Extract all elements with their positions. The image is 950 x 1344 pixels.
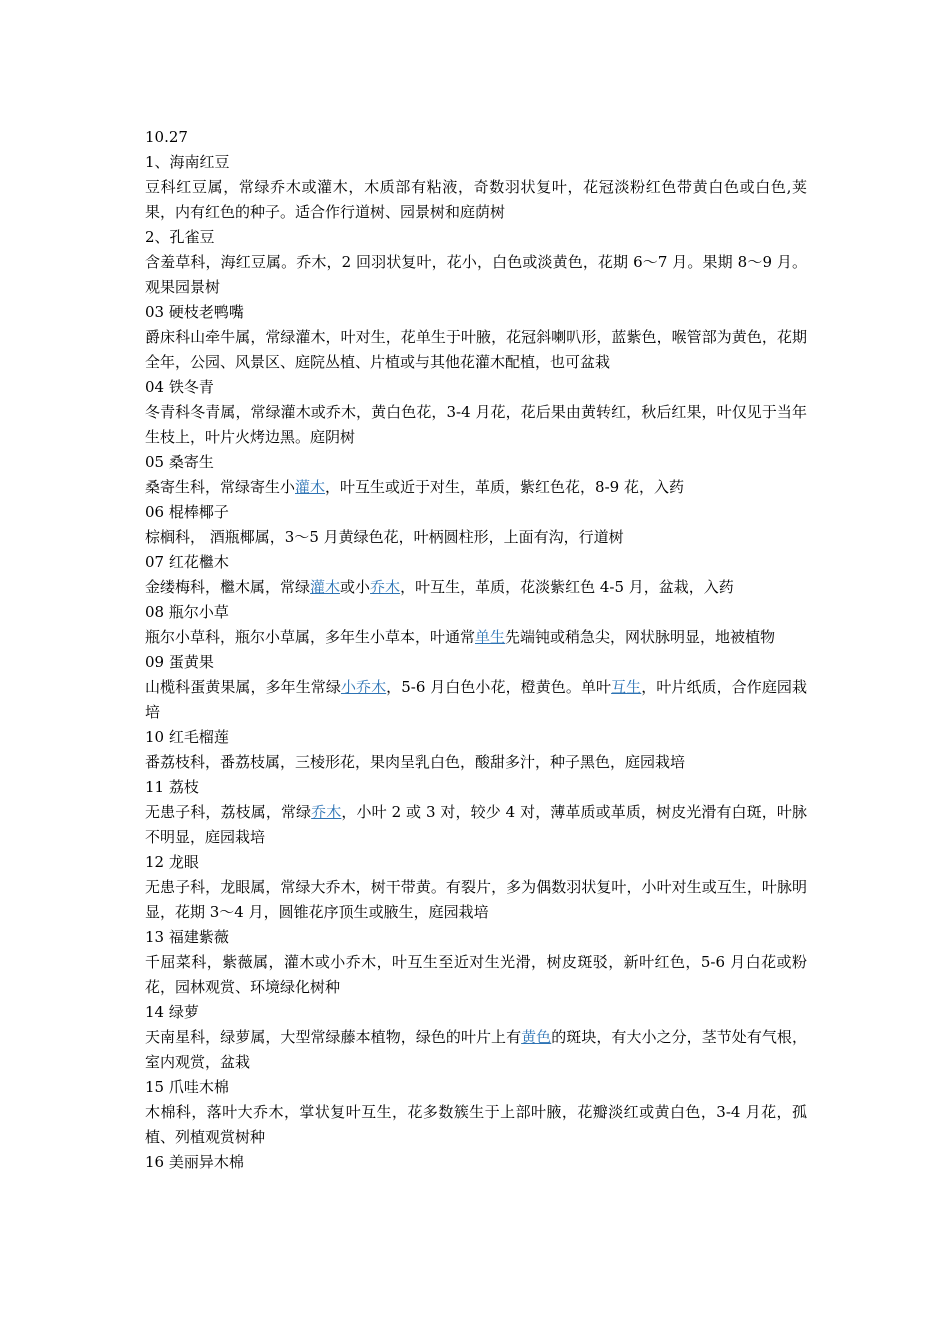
description-text: 千屈菜科，紫薇属，灌木或小乔木，叶互生至近对生光滑，树皮斑驳，新叶红色，5-6 月白花或粉花，园林观赏、环境绿化树种 bbox=[145, 953, 807, 996]
description-text: 冬青科冬青属，常绿灌木或乔木，黄白色花，3-4 月花，花后果由黄转红，秋后红果，叶仅见于当年生枝上，叶片火烤边黑。庭阴树 bbox=[145, 403, 807, 446]
description-text: 木棉科，落叶大乔木，掌状复叶互生，花多数簇生于上部叶腋，花瓣淡红或黄白色，3-4 月花，孤植、列植观赏树种 bbox=[145, 1103, 807, 1146]
document-date: 10.27 bbox=[145, 128, 188, 146]
plant-entry-title: 05 桑寄生 bbox=[145, 453, 214, 471]
description-text: 先端钝或稍急尖，网状脉明显，地被植物 bbox=[505, 628, 776, 646]
plant-entry-description bbox=[145, 250, 807, 300]
description-text: 或小 bbox=[340, 578, 371, 596]
term-link[interactable]: 乔木 bbox=[370, 578, 401, 596]
plant-entry-description bbox=[145, 950, 807, 1000]
description-text: 棕榈科， 酒瓶椰属，3～5 月黄绿色花，叶柄圆柱形，上面有沟，行道树 bbox=[145, 528, 624, 546]
plant-entry-title: 15 爪哇木棉 bbox=[145, 1078, 229, 1096]
description-text: ，叶互生，革质，花淡紫红色 4-5 月，盆栽，入药 bbox=[400, 578, 734, 596]
plant-entry-description bbox=[145, 575, 807, 600]
plant-entry-title: 14 绿萝 bbox=[145, 1003, 199, 1021]
plant-entry-title: 07 红花檵木 bbox=[145, 553, 229, 571]
plant-entry-title: 04 铁冬青 bbox=[145, 378, 214, 396]
plant-entry-list bbox=[145, 150, 807, 1175]
description-text: 爵床科山牵牛属，常绿灌木，叶对生，花单生于叶腋，花冠斜喇叭形，蓝紫色，喉管部为黄色，花期全年，公园、风景区、庭院丛植、片植或与其他花灌木配植，也可盆栽 bbox=[145, 328, 807, 371]
term-link[interactable]: 单生 bbox=[475, 628, 506, 646]
term-link[interactable]: 灌木 bbox=[295, 478, 326, 496]
description-text: 含羞草科，海红豆属。乔木，2 回羽状复叶，花小，白色或淡黄色，花期 6～7 月。果期 8～9 月。观果园景树 bbox=[145, 253, 807, 296]
description-text: 番荔枝科，番荔枝属，三棱形花，果肉呈乳白色，酸甜多汁，种子黑色，庭园栽培 bbox=[145, 753, 686, 771]
plant-entry-title: 12 龙眼 bbox=[145, 853, 199, 871]
document-body bbox=[145, 125, 807, 1175]
plant-entry-title: 03 硬枝老鸭嘴 bbox=[145, 303, 244, 321]
description-text: 瓶尔小草科，瓶尔小草属，多年生小草本，叶通常 bbox=[145, 628, 476, 646]
plant-entry-title: 08 瓶尔小草 bbox=[145, 603, 229, 621]
description-text: ，叶片纸质，合作庭园栽培 bbox=[145, 678, 807, 721]
plant-entry-title: 09 蛋黄果 bbox=[145, 653, 214, 671]
term-link[interactable]: 黄色 bbox=[521, 1028, 552, 1046]
plant-entry-description bbox=[145, 1025, 807, 1075]
plant-entry-title: 10 红毛榴莲 bbox=[145, 728, 229, 746]
description-text: 无患子科，龙眼属，常绿大乔木，树干带黄。有裂片，多为偶数羽状复叶，小叶对生或互生，叶脉明显，花期 3～4 月，圆锥花序顶生或腋生，庭园栽培 bbox=[145, 878, 807, 921]
plant-entry-title: 11 荔枝 bbox=[145, 778, 199, 796]
plant-entry-description bbox=[145, 400, 807, 450]
term-link[interactable]: 互生 bbox=[611, 678, 642, 696]
plant-entry-description bbox=[145, 1100, 807, 1150]
plant-entry-title: 06 棍棒椰子 bbox=[145, 503, 229, 521]
plant-entry-title: 16 美丽异木棉 bbox=[145, 1153, 244, 1171]
plant-entry-title: 2、孔雀豆 bbox=[145, 228, 215, 246]
term-link[interactable]: 灌木 bbox=[310, 578, 341, 596]
description-text: ，叶互生或近于对生，革质，紫红色花，8-9 花，入药 bbox=[325, 478, 684, 496]
description-text: 山榄科蛋黄果属，多年生常绿 bbox=[145, 678, 341, 696]
plant-entry-title: 1、海南红豆 bbox=[145, 153, 230, 171]
term-link[interactable]: 小乔木 bbox=[340, 678, 387, 696]
plant-entry-description bbox=[145, 800, 807, 850]
plant-entry-description bbox=[145, 625, 807, 650]
description-text: ，5-6 月白色小花，橙黄色。单叶 bbox=[386, 678, 612, 696]
term-link[interactable]: 乔木 bbox=[311, 803, 342, 821]
plant-entry-description bbox=[145, 675, 807, 725]
description-text: ，小叶 2 或 3 对，较少 4 对，薄革质或革质，树皮光滑有白斑，叶脉不明显，庭园栽培 bbox=[145, 803, 807, 846]
plant-entry-description bbox=[145, 875, 807, 925]
plant-entry-description bbox=[145, 175, 807, 225]
description-text: 天南星科，绿萝属，大型常绿藤本植物，绿色的叶片上有 bbox=[145, 1028, 522, 1046]
description-text: 的斑块，有大小之分，茎节处有气根，室内观赏，盆栽 bbox=[145, 1028, 807, 1071]
plant-entry-description bbox=[145, 750, 807, 775]
plant-entry-description bbox=[145, 525, 807, 550]
description-text: 桑寄生科，常绿寄生小 bbox=[145, 478, 296, 496]
plant-entry-title: 13 福建紫薇 bbox=[145, 928, 229, 946]
plant-entry-description bbox=[145, 475, 807, 500]
plant-entry-description bbox=[145, 325, 807, 375]
description-text: 无患子科，荔枝属，常绿 bbox=[145, 803, 312, 821]
description-text: 金缕梅科，檵木属，常绿 bbox=[145, 578, 311, 596]
description-text: 豆科红豆属，常绿乔木或灌木，木质部有粘液，奇数羽状复叶，花冠淡粉红色带黄白色或白色,荚果，内有红色的种子。适合作行道树、园景树和庭荫树 bbox=[145, 178, 807, 221]
